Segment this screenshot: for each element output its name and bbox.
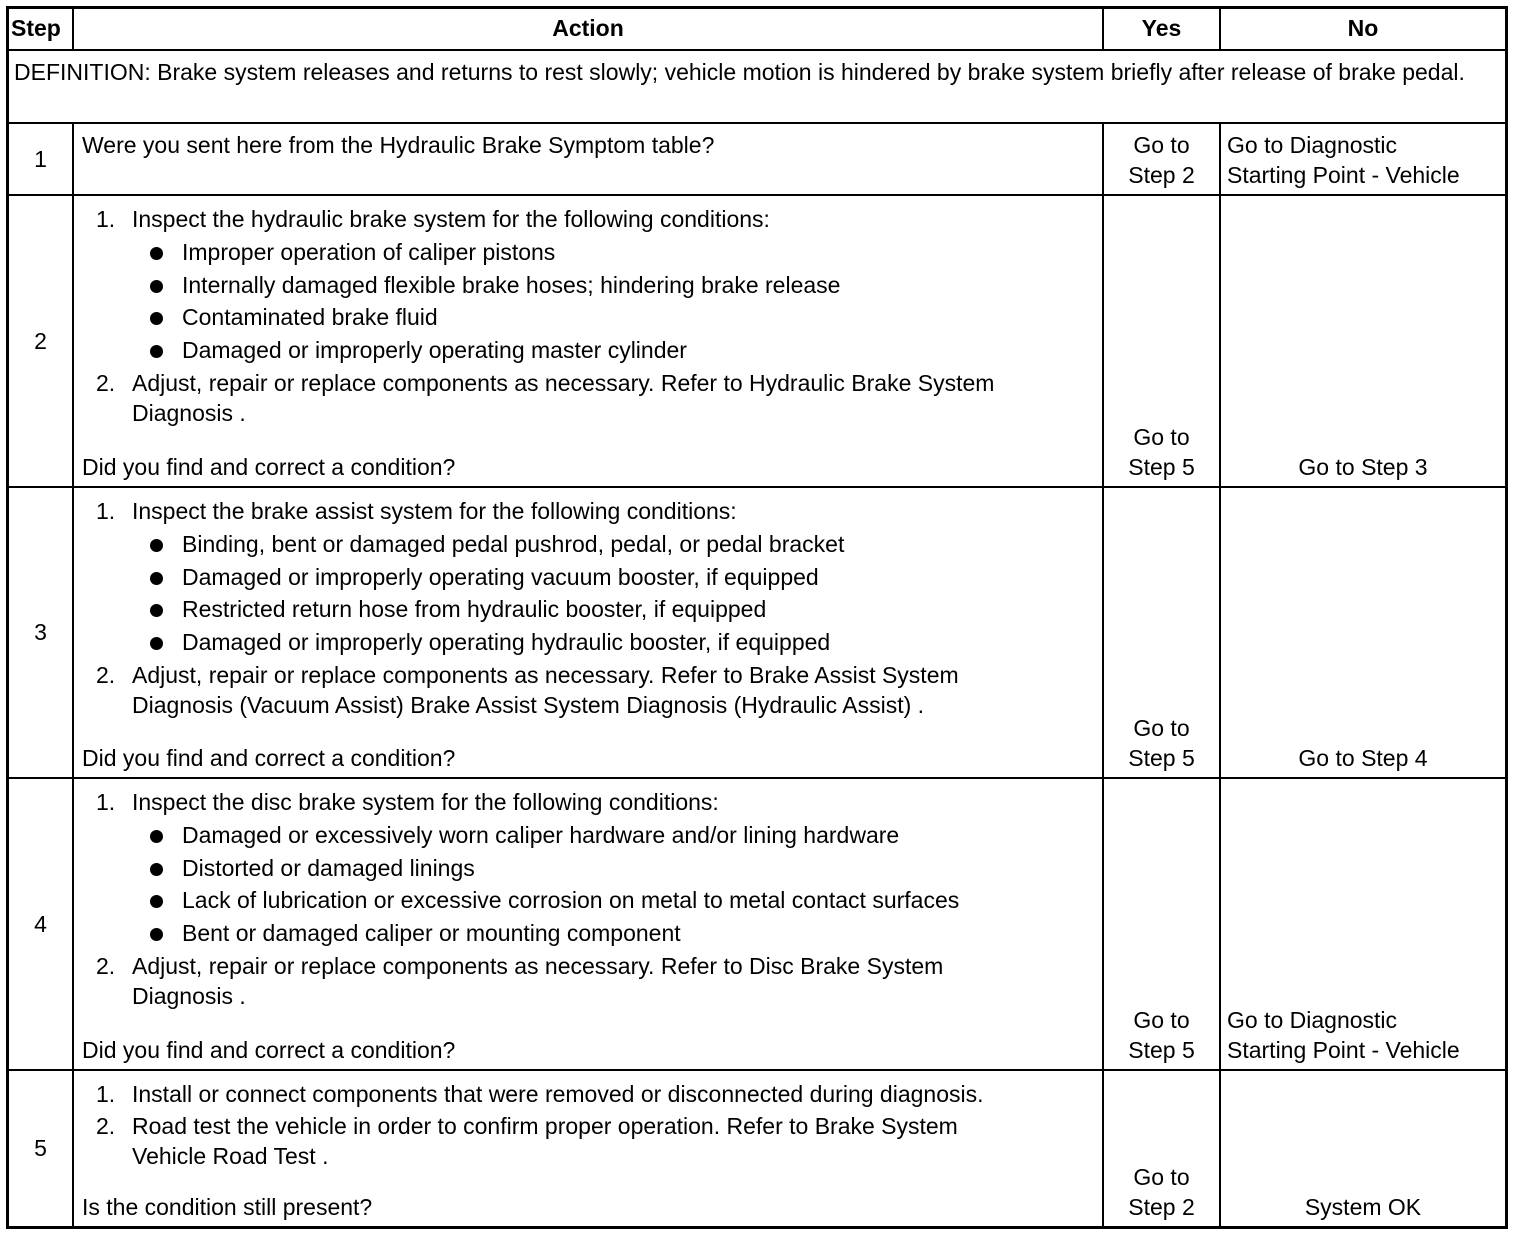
action-cell [74, 196, 1104, 486]
action-steps [82, 496, 1096, 720]
item-text: Inspect the hydraulic brake system for the following conditions: [132, 206, 770, 232]
no-link[interactable]: Go to Step 3 [1298, 454, 1428, 480]
yes-cell [1104, 1071, 1221, 1226]
action-item [82, 951, 1096, 1011]
bullet-icon [150, 572, 163, 585]
yes-text-line: Go to [1133, 1007, 1190, 1033]
item-text: Diagnosis . [132, 400, 246, 426]
bullet-icon [150, 863, 163, 876]
step-question: Did you find and correct a condition? [82, 745, 456, 771]
header-step: Step [9, 9, 74, 49]
table-row [9, 122, 1505, 194]
yes-link[interactable] [1104, 713, 1219, 773]
yes-text-line: Go to [1133, 715, 1190, 741]
yes-text-line: Step 5 [1128, 454, 1195, 480]
step-number: 3 [9, 488, 74, 777]
item-number: 1. [96, 1081, 116, 1107]
action-cell [74, 1071, 1104, 1226]
yes-text-line: Go to [1133, 1164, 1190, 1190]
action-item [82, 204, 1096, 366]
no-cell [1221, 488, 1505, 777]
item-text: Inspect the brake assist system for the following conditions: [132, 498, 737, 524]
step-question: Did you find and correct a condition? [82, 1037, 456, 1063]
condition-list [132, 528, 1096, 658]
list-item: Improper operation of caliper pistons [132, 236, 1096, 269]
item-text: Adjust, repair or replace components as necessary. Refer to Disc Brake System [132, 953, 944, 979]
list-item: Contaminated brake fluid [132, 301, 1096, 334]
table-row [9, 194, 1505, 486]
no-text-line: Go to Diagnostic [1227, 132, 1398, 158]
list-item: Damaged or improperly operating hydraulic booster, if equipped [132, 626, 1096, 659]
list-item: Lack of lubrication or excessive corrosion on metal to metal contact surfaces [132, 884, 1096, 917]
action-item [82, 1079, 1096, 1109]
item-number: 2. [96, 370, 116, 396]
list-item: Bent or damaged caliper or mounting component [132, 917, 1096, 950]
action-item [82, 787, 1096, 949]
table-row [9, 486, 1505, 777]
no-text-line: Starting Point - Vehicle [1227, 1037, 1460, 1063]
action-steps [82, 1079, 1096, 1171]
yes-cell [1104, 196, 1221, 486]
bullet-icon [150, 928, 163, 941]
yes-link[interactable] [1104, 1005, 1219, 1065]
no-link[interactable]: Go to Step 4 [1298, 745, 1428, 771]
yes-text-line: Go to [1133, 424, 1190, 450]
bullet-icon [150, 539, 163, 552]
no-link[interactable] [1227, 1005, 1501, 1065]
bullet-icon [150, 280, 163, 293]
header-yes: Yes [1104, 9, 1221, 49]
yes-text-line: Go to [1133, 132, 1190, 158]
bullet-icon [150, 345, 163, 358]
action-content [82, 787, 1096, 1011]
action-item [82, 1111, 1096, 1171]
list-item: Restricted return hose from hydraulic booster, if equipped [132, 593, 1096, 626]
item-text: Vehicle Road Test . [132, 1143, 329, 1169]
no-text-line: Starting Point - Vehicle [1227, 162, 1460, 188]
yes-text-line: Step 2 [1128, 1194, 1195, 1220]
no-cell [1221, 196, 1505, 486]
list-item: Distorted or damaged linings [132, 852, 1096, 885]
item-number: 2. [96, 1113, 116, 1139]
action-item [82, 496, 1096, 658]
list-item: Damaged or excessively worn caliper hardware and/or lining hardware [132, 819, 1096, 852]
item-text: Adjust, repair or replace components as necessary. Refer to Hydraulic Brake System [132, 370, 995, 396]
step-number: 2 [9, 196, 74, 486]
item-number: 1. [96, 206, 116, 232]
condition-list [132, 819, 1096, 949]
diagnostic-table [6, 6, 1508, 1229]
action-steps [82, 204, 1096, 428]
table-row [9, 777, 1505, 1069]
action-cell [74, 779, 1104, 1069]
bullet-icon [150, 604, 163, 617]
no-cell [1221, 779, 1505, 1069]
yes-link[interactable] [1104, 1162, 1219, 1222]
bullet-icon [150, 247, 163, 260]
table-row [9, 1069, 1505, 1226]
yes-text-line: Step 5 [1128, 745, 1195, 771]
item-text: Inspect the disc brake system for the following conditions: [132, 789, 719, 815]
item-text: Install or connect components that were removed or disconnected during diagnosis. [132, 1081, 984, 1107]
yes-cell [1104, 124, 1221, 194]
step-number: 5 [9, 1071, 74, 1226]
header-no: No [1347, 15, 1379, 41]
yes-link[interactable] [1104, 130, 1219, 190]
item-number: 2. [96, 662, 116, 688]
bullet-icon [150, 830, 163, 843]
action-content [82, 1079, 1096, 1171]
yes-cell [1104, 779, 1221, 1069]
step-question: Is the condition still present? [82, 1194, 373, 1220]
no-link[interactable]: System OK [1304, 1194, 1422, 1220]
definition-text: DEFINITION: Brake system releases and returns to rest slowly; vehicle motion is hindered by brake system briefly after release of brake pedal. [14, 59, 1465, 85]
item-number: 1. [96, 498, 116, 524]
item-text: Road test the vehicle in order to confirm proper operation. Refer to Brake System [132, 1113, 958, 1139]
step-number: 1 [9, 124, 74, 194]
list-item: Damaged or improperly operating vacuum booster, if equipped [132, 561, 1096, 594]
action-content [82, 496, 1096, 720]
no-text-line: Go to Diagnostic [1227, 1007, 1398, 1033]
definition-row [9, 49, 1505, 122]
action-content [82, 204, 1096, 428]
list-item: Internally damaged flexible brake hoses; hindering brake release [132, 269, 1096, 302]
action-item [82, 660, 1096, 720]
item-text: Adjust, repair or replace components as necessary. Refer to Brake Assist System [132, 662, 959, 688]
no-cell [1221, 124, 1505, 194]
step-question: Were you sent here from the Hydraulic Brake Symptom table? [82, 132, 715, 158]
item-text: Diagnosis (Vacuum Assist) Brake Assist System Diagnosis (Hydraulic Assist) . [132, 692, 925, 718]
item-number: 2. [96, 953, 116, 979]
yes-cell [1104, 488, 1221, 777]
action-cell [74, 488, 1104, 777]
list-item: Damaged or improperly operating master cylinder [132, 334, 1096, 367]
action-cell [74, 124, 1104, 194]
action-steps [82, 787, 1096, 1011]
bullet-icon [150, 895, 163, 908]
list-item: Binding, bent or damaged pedal pushrod, pedal, or pedal bracket [132, 528, 1096, 561]
step-number: 4 [9, 779, 74, 1069]
condition-list [132, 236, 1096, 366]
yes-text-line: Step 5 [1128, 1037, 1195, 1063]
bullet-icon [150, 312, 163, 325]
header-action: Action [74, 9, 1104, 49]
table-header-row [9, 9, 1505, 49]
bullet-icon [150, 637, 163, 650]
yes-text-line: Step 2 [1128, 162, 1195, 188]
action-item [82, 368, 1096, 428]
no-link[interactable] [1227, 130, 1501, 190]
yes-link[interactable] [1104, 422, 1219, 482]
step-question: Did you find and correct a condition? [82, 454, 456, 480]
item-number: 1. [96, 789, 116, 815]
item-text: Diagnosis . [132, 983, 246, 1009]
no-cell [1221, 1071, 1505, 1226]
